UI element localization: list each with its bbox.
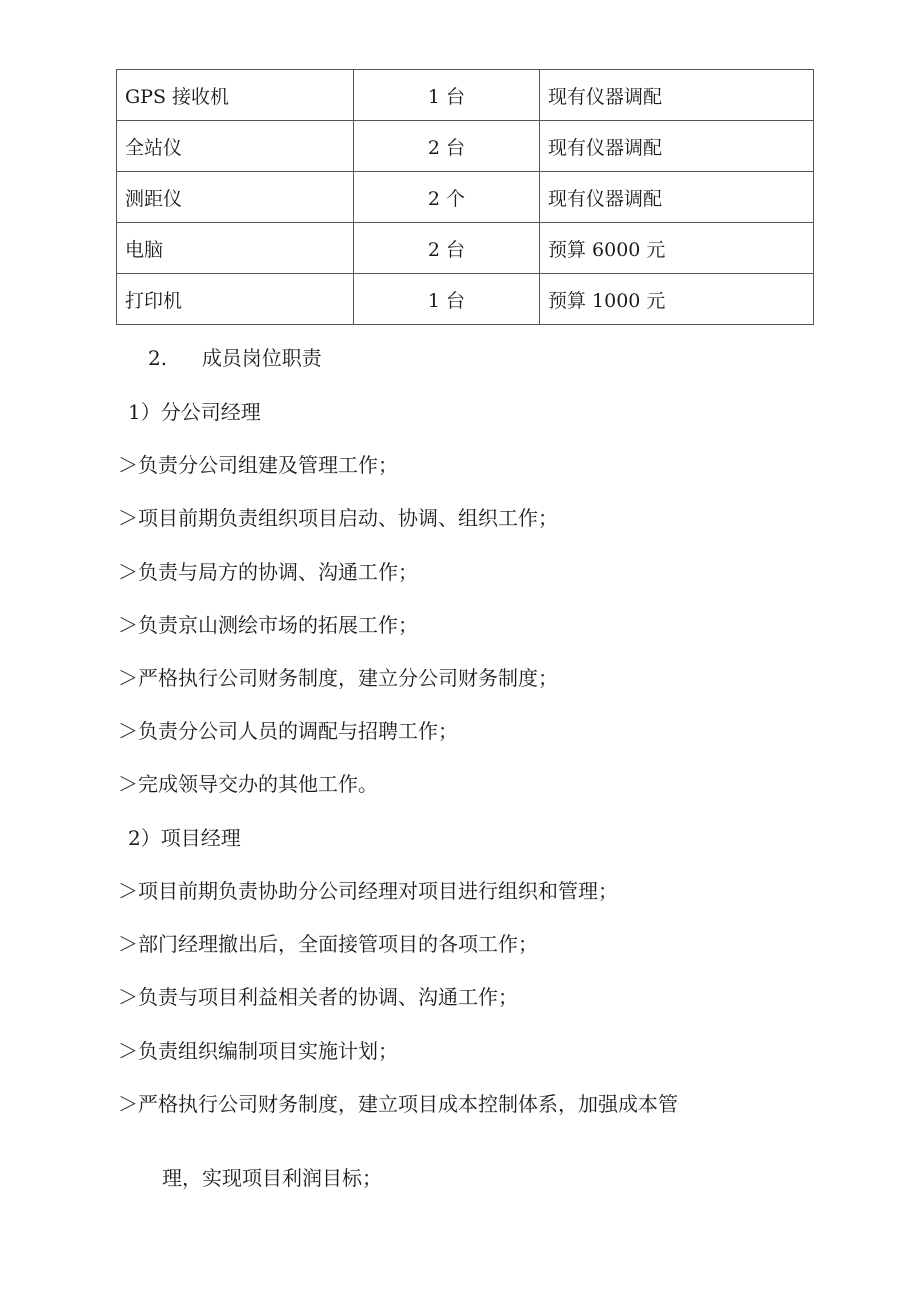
duty-item: ＞负责与项目利益相关者的协调、沟通工作； xyxy=(118,985,518,1009)
duty-item: ＞负责京山测绘市场的拓展工作； xyxy=(118,613,418,637)
duty-item-continuation: 理，实现项目利润目标； xyxy=(162,1166,382,1190)
equipment-note-cell: 预算 1000 元 xyxy=(540,274,814,325)
equipment-quantity-cell: 2 个 xyxy=(354,172,540,223)
equipment-quantity-cell: 2 台 xyxy=(354,223,540,274)
duty-item: ＞负责分公司人员的调配与招聘工作； xyxy=(118,719,458,743)
equipment-name-cell: 测距仪 xyxy=(117,172,354,223)
equipment-quantity-cell: 1 台 xyxy=(354,274,540,325)
equipment-name-cell: 电脑 xyxy=(117,223,354,274)
duty-item: ＞项目前期负责组织项目启动、协调、组织工作； xyxy=(118,506,558,530)
duty-item: ＞严格执行公司财务制度，建立分公司财务制度； xyxy=(118,666,558,690)
duty-item: ＞项目前期负责协助分公司经理对项目进行组织和管理； xyxy=(118,879,618,903)
branch-manager-heading: 1）分公司经理 xyxy=(128,400,261,424)
equipment-table xyxy=(116,69,814,325)
equipment-quantity-cell: 1 台 xyxy=(354,70,540,121)
equipment-note-cell: 预算 6000 元 xyxy=(540,223,814,274)
equipment-note-cell: 现有仪器调配 xyxy=(540,121,814,172)
equipment-name-cell: 打印机 xyxy=(117,274,354,325)
section-title: 成员岗位职责 xyxy=(201,346,322,370)
duty-item: ＞负责组织编制项目实施计划； xyxy=(118,1039,398,1063)
equipment-name-cell: GPS 接收机 xyxy=(117,70,354,121)
duty-item: ＞完成领导交办的其他工作。 xyxy=(118,772,378,796)
project-manager-heading: 2）项目经理 xyxy=(128,826,241,850)
duty-item: ＞严格执行公司财务制度，建立项目成本控制体系，加强成本管 xyxy=(118,1092,678,1116)
table-row xyxy=(117,121,814,172)
duty-item: ＞部门经理撤出后，全面接管项目的各项工作； xyxy=(118,932,538,956)
table-row xyxy=(117,223,814,274)
equipment-quantity-cell: 2 台 xyxy=(354,121,540,172)
duty-item: ＞负责分公司组建及管理工作； xyxy=(118,453,398,477)
section-heading xyxy=(148,346,322,370)
section-number: 2. xyxy=(148,346,168,370)
equipment-note-cell: 现有仪器调配 xyxy=(540,70,814,121)
table-row xyxy=(117,274,814,325)
equipment-note-cell: 现有仪器调配 xyxy=(540,172,814,223)
table-row xyxy=(117,172,814,223)
duty-item: ＞负责与局方的协调、沟通工作； xyxy=(118,560,418,584)
equipment-name-cell: 全站仪 xyxy=(117,121,354,172)
table-row xyxy=(117,70,814,121)
